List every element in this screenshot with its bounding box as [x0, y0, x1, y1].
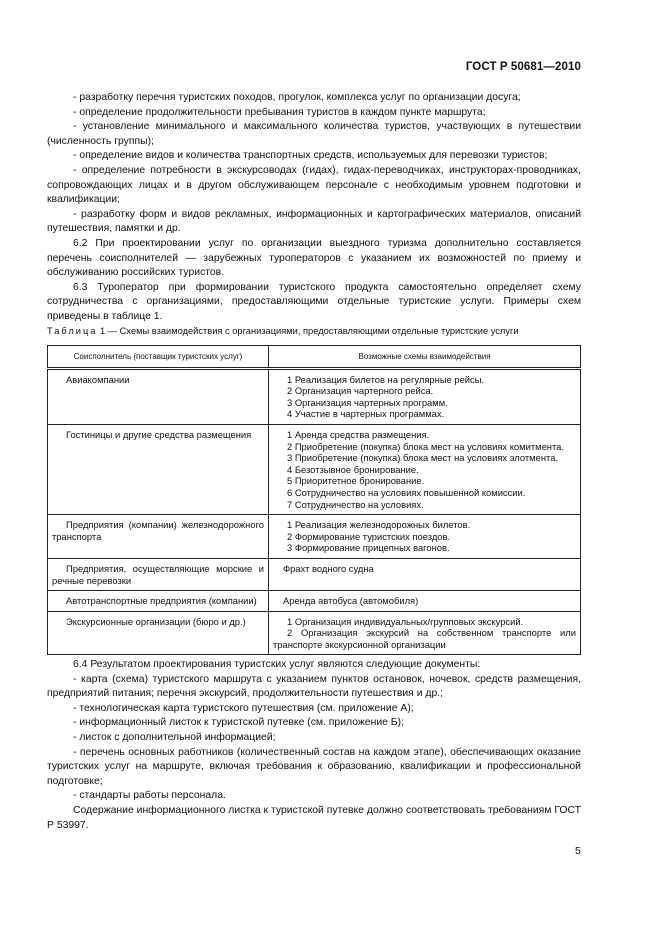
- scheme-item: 2 Организация экскурсий на собственном транспорте или транспорте экскурсионной организации: [273, 627, 576, 650]
- scheme-item: Фрахт водного судна: [283, 562, 374, 574]
- table-row: [48, 558, 581, 590]
- table-row: [48, 424, 581, 514]
- scheme-item: 5 Приоритетное бронирование.: [287, 475, 425, 487]
- scheme-item: 2 Формирование туристских поездов.: [287, 530, 451, 542]
- paragraph: - листок с дополнительной информацией;: [73, 731, 276, 743]
- scheme-item: 1 Реализация железнодорожных билетов.: [287, 519, 471, 531]
- scheme-item: 1 Организация индивидуальных/групповых экскурсий.: [287, 615, 524, 627]
- scheme-item: 2 Приобретение (покупка) блока мест на условиях комитмента.: [287, 440, 564, 452]
- table-caption-text: — Схемы взаимодействия с организациями, предоставляющими отдельные туристские услуги: [105, 326, 519, 336]
- schemes-cell: [269, 515, 581, 559]
- paragraph: - карта (схема) туристского маршрута с указанием пунктов остановок, ночевок, средств размещения, предприятий питания; перечня экскурсий, продолжительности путешествия и др.;: [47, 673, 581, 700]
- scheme-item: 3 Приобретение (покупка) блока мест на условиях элотмента.: [287, 452, 559, 464]
- table-caption-label: Таблица: [47, 326, 98, 336]
- schemes-cell: [269, 368, 581, 424]
- table-caption-number: 1: [100, 326, 106, 336]
- column-header-schemes: Возможные схемы взаимодействия: [269, 346, 581, 369]
- column-header-supplier: Соисполнитель (поставщик туристских услуг): [48, 346, 269, 369]
- scheme-item: 4 Безотзывное бронирование.: [287, 463, 419, 475]
- paragraph: - определение видов и количества транспортных средств, используемых для перевозки туристов;: [73, 150, 548, 162]
- schemes-cell: [269, 591, 581, 612]
- supplier-cell: Предприятия, осуществляющие морские и речные перевозки: [48, 558, 269, 590]
- supplier-cell: Гостиницы и другие средства размещения: [48, 424, 269, 514]
- table-row: [48, 611, 581, 655]
- paragraph: - разработку форм и видов рекламных, информационных и картографических материалов, описаний путешествия, памятки и др.: [47, 208, 581, 235]
- schemes-cell: [269, 424, 581, 514]
- document-header: ГОСТ Р 50681—2010: [465, 61, 581, 73]
- paragraph: - определение продолжительности пребывания туристов в каждом пункте маршрута;: [73, 106, 486, 118]
- scheme-item: 3 Организация чартерных программ.: [287, 396, 448, 408]
- paragraph: - разработку перечня туристских походов, прогулок, комплекса услуг по организации досуга;: [73, 92, 521, 103]
- scheme-item: 3 Формирование прицепных вагонов.: [287, 542, 450, 554]
- scheme-item: 6 Сотрудничество на условиях повышенной комиссии.: [287, 486, 526, 498]
- scheme-item: 2 Организация чартерного рейса.: [287, 385, 434, 397]
- paragraph: - перечень основных работников (количественный состав на каждом этапе), обеспечивающих оказание туристских услуг на маршруте, включая требования к образованию, квалификации и профессиональной подготовке;: [47, 746, 581, 787]
- bottom-text-block: [47, 658, 581, 833]
- scheme-item: 1 Реализация билетов на регулярные рейсы.: [287, 373, 485, 385]
- page-number: 5: [575, 846, 581, 857]
- scheme-item: 1 Аренда средства размещения.: [287, 428, 430, 440]
- top-text-block: [47, 91, 581, 325]
- table-row: [48, 591, 581, 612]
- supplier-cell: Экскурсионные организации (бюро и др.): [48, 611, 269, 655]
- table-header-row: [48, 346, 581, 369]
- paragraph: - информационный листок к туристской путевке (см. приложение Б);: [73, 717, 404, 729]
- paragraph: Содержание информационного листка к туристской путевке должно соответствовать требованиям ГОСТ Р 53997.: [47, 804, 581, 831]
- paragraph-section-6-3: 6.3 Туроператор при формировании туристского продукта самостоятельно определяет схему сотрудничества с организациями, предоставляющими отдельные туристские услуги. Примеры схем приведены в таблице 1.: [47, 281, 581, 322]
- table-caption: [47, 326, 587, 336]
- paragraph: - определение потребности в экскурсоводах (гидах), гидах-переводчиках, инструкторах-проводниках, сопровождающих лицах и в другом обслуживающем персонале с необходимым уровнем подготовки и квалификации;: [47, 164, 581, 206]
- supplier-cell: Предприятия (компании) железнодорожного транспорта: [48, 515, 269, 559]
- schemes-cell: [269, 611, 581, 655]
- paragraph: - стандарты работы персонала.: [73, 790, 226, 802]
- paragraph: - технологическая карта туристского путешествия (см. приложение А);: [73, 702, 414, 714]
- paragraph-section-6-4: 6.4 Результатом проектирования туристских услуг являются следующие документы:: [73, 659, 481, 670]
- supplier-cell: Автотранспортные предприятия (компании): [48, 591, 269, 612]
- table-row: [48, 515, 581, 559]
- schemes-cell: [269, 558, 581, 590]
- paragraph-section-6-2: 6.2 При проектировании услуг по организации выездного туризма дополнительно составляется перечень соисполнителей — зарубежных туроператоров с указанием их возможностей по приему и обслуживанию российских туристов.: [47, 237, 581, 279]
- paragraph: - установление минимального и максимального количества туристов, участвующих в путешествии (численность группы);: [47, 121, 581, 147]
- cooperation-schemes-table: [47, 345, 581, 655]
- scheme-item: 7 Сотрудничество на условиях.: [287, 498, 424, 510]
- supplier-cell: Авиакомпании: [48, 368, 269, 424]
- scheme-item: Аренда автобуса (автомобиля): [283, 595, 419, 607]
- scheme-item: 4 Участие в чартерных программах.: [287, 408, 445, 420]
- table-row: [48, 368, 581, 424]
